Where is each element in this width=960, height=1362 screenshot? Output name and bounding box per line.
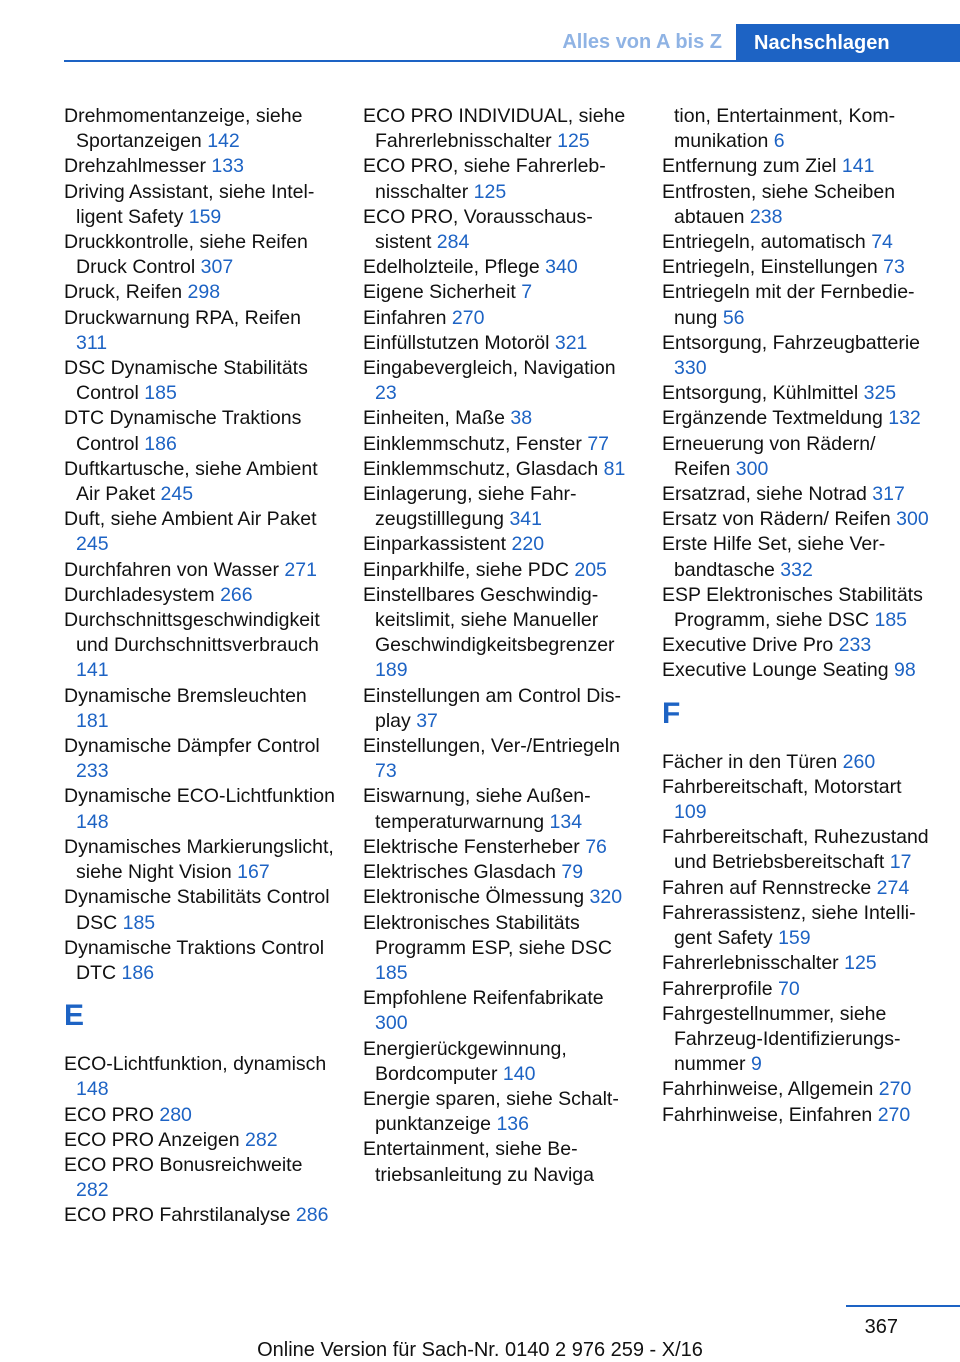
page-link[interactable]: 266 [220, 583, 253, 606]
page-link[interactable]: 148 [76, 1078, 109, 1101]
index-entry [64, 734, 336, 784]
index-entry [662, 255, 934, 280]
index-entry [64, 558, 336, 583]
page-link[interactable]: 300 [375, 1012, 408, 1035]
entry-term: ECO PRO, siehe Fahrerlebnisschalter [363, 155, 606, 203]
index-entry [662, 331, 934, 381]
index-entry [662, 432, 934, 482]
entry-term: Eiswarnung, siehe Außentemperaturwarnung [363, 785, 591, 833]
entry-term: Elektronische Ölmessung [363, 886, 590, 909]
page-link[interactable]: 320 [589, 886, 623, 909]
index-entry [662, 230, 934, 255]
entry-term: ECO PRO, Vorausschaussistent [363, 205, 593, 254]
entry-term: Elektrisches Glasdach [363, 861, 562, 884]
entry-term: Einklemmschutz, Fenster [363, 432, 588, 455]
page-number: 367 [864, 1316, 898, 1338]
page-link[interactable]: 186 [121, 961, 155, 984]
page-link[interactable]: 271 [284, 558, 317, 581]
entry-term: Entfernung zum Ziel [662, 155, 842, 178]
entry-term: ESP Elektronisches Stabilitäts Programm, siehe DSC [662, 583, 923, 632]
page-link[interactable]: 125 [557, 130, 590, 153]
entry-term: Ergänzende Textmeldung [662, 407, 889, 430]
index-entry [64, 154, 336, 179]
index-entry [662, 876, 934, 901]
entry-term: ECO PRO [64, 1103, 160, 1126]
page-link[interactable]: 73 [883, 256, 905, 279]
index-entry [363, 406, 635, 431]
index-entry [363, 558, 635, 583]
page-link[interactable]: 133 [211, 155, 244, 178]
page-link[interactable]: 74 [871, 231, 893, 254]
index-entry [662, 280, 934, 330]
entry-term: Fahrgestellnummer, siehe Fahrzeug-Identifizierungsnummer [662, 1002, 901, 1076]
page-link[interactable]: 245 [160, 483, 194, 506]
page-link[interactable]: 98 [894, 659, 916, 682]
index-entry [64, 230, 336, 280]
page-link[interactable]: 332 [780, 558, 813, 581]
page-link[interactable]: 79 [561, 861, 584, 884]
page-link[interactable]: 311 [76, 331, 108, 354]
entry-term: Executive Lounge Seating [662, 659, 895, 682]
page-link[interactable]: 317 [872, 483, 905, 506]
page-link[interactable]: 17 [889, 851, 912, 874]
page-link[interactable]: 185 [144, 382, 177, 405]
index-entry [363, 734, 635, 784]
page-link[interactable]: 159 [778, 927, 811, 950]
entry-term: Entsorgung, Kühlmittel [662, 382, 864, 405]
entry-term: Executive Drive Pro [662, 634, 839, 657]
entry-term: Energie sparen, siehe Schaltpunktanzeige [363, 1087, 619, 1136]
entry-term: Einstellungen, Ver-/Entriegeln [363, 735, 620, 758]
section-letter: F [662, 696, 681, 730]
entry-term: Eigene Sicherheit [363, 281, 522, 304]
entry-term: ECO-Lichtfunktion, dynamisch [64, 1053, 327, 1076]
index-column-1 [64, 104, 336, 1229]
index-entry [64, 1153, 336, 1203]
page-link[interactable]: 142 [207, 130, 240, 153]
entry-term: Eingabevergleich, Navigation [363, 357, 616, 380]
index-entry [662, 154, 934, 179]
entry-term: Einstellbares Geschwindigkeitslimit, siehe Manueller Geschwindigkeitsbegrenzer [363, 583, 615, 657]
page-link[interactable]: 300 [896, 508, 929, 531]
index-entry [64, 356, 336, 406]
page-link[interactable]: 181 [76, 709, 109, 732]
page-link[interactable]: 233 [76, 760, 109, 783]
page-link[interactable]: 37 [416, 709, 438, 732]
entry-term: Elektronisches Stabilitäts Programm ESP, siehe DSC [363, 911, 612, 959]
page-link[interactable]: 56 [722, 306, 745, 329]
page-link[interactable]: 148 [76, 810, 109, 833]
index-entry [64, 835, 336, 885]
entry-term: Dynamische Dämpfer Control [64, 735, 320, 758]
entry-term: Edelholzteile, Pflege [363, 256, 546, 279]
page-link[interactable]: 76 [585, 835, 607, 858]
index-entry [662, 901, 934, 951]
page-link[interactable]: 9 [750, 1053, 762, 1076]
page-link[interactable]: 284 [436, 231, 470, 254]
entry-term: Fahrerlebnisschalter [662, 952, 845, 975]
page-link[interactable]: 186 [144, 432, 177, 455]
index-entry [64, 457, 336, 507]
index-entry [662, 977, 934, 1002]
index-entry [64, 684, 336, 734]
index-entry [662, 1002, 934, 1078]
page-link[interactable]: 77 [587, 432, 610, 455]
entry-term: Elektrische Fensterheber [363, 835, 586, 858]
index-entry [662, 583, 934, 633]
entry-term: Energierückgewinnung, Bordcomputer [363, 1037, 567, 1085]
index-column-2 [363, 104, 635, 1188]
section-letter: E [64, 999, 85, 1033]
index-entry [64, 306, 336, 356]
entry-term: Entertainment, siehe Betriebsanleitung zu Naviga [363, 1138, 594, 1186]
page-link[interactable]: 270 [451, 306, 485, 329]
index-entry [363, 482, 635, 532]
index-entry [363, 154, 635, 204]
page-link[interactable]: 341 [509, 508, 542, 531]
index-entry [363, 784, 635, 834]
index-entry [363, 306, 635, 331]
entry-term: ECO PRO Fahrstilanalyse [64, 1204, 296, 1227]
index-entry [363, 684, 635, 734]
entry-term: Driving Assistant, siehe Intelligent Safety [64, 180, 315, 228]
page-link[interactable]: 140 [502, 1062, 536, 1085]
index-entry [363, 911, 635, 987]
page-link[interactable]: 73 [375, 760, 397, 783]
page-link[interactable]: 167 [237, 861, 270, 884]
index-entry [363, 104, 635, 154]
entry-term: Einheiten, Maße [363, 407, 511, 430]
page-link[interactable]: 307 [200, 256, 234, 279]
page-link[interactable]: 141 [76, 659, 109, 682]
entry-term: Durchladesystem [64, 583, 221, 606]
entry-term: Empfohlene Reifenfabrikate [363, 987, 604, 1010]
entry-term: Erste Hilfe Set, siehe Verbandtasche [662, 533, 886, 581]
entry-term: Fahrhinweise, Einfahren [662, 1103, 878, 1126]
index-entry [64, 406, 336, 456]
index-entry [363, 583, 635, 684]
index-entry [64, 784, 336, 834]
index-entry [662, 532, 934, 582]
entry-term: Einlagerung, siehe Fahrzeugstilllegung [363, 483, 577, 531]
entry-term: Fahrerassistenz, siehe Intelligent Safety [662, 901, 916, 950]
page-link[interactable]: 185 [375, 961, 408, 984]
index-entry [363, 331, 635, 356]
entry-term: Ersatz von Rädern/ Reifen [662, 508, 897, 531]
index-entry [662, 381, 934, 406]
entry-term: Druckkontrolle, siehe Reifen Druck Control [64, 231, 308, 279]
entry-term: Entriegeln, Einstellungen [662, 256, 884, 279]
entry-term: Fahrhinweise, Allgemein [662, 1078, 879, 1101]
page-link[interactable]: 136 [496, 1113, 529, 1136]
page-link[interactable]: 270 [878, 1078, 912, 1101]
index-entry [662, 482, 934, 507]
page-link[interactable]: 70 [777, 977, 800, 1000]
entry-term: Einparkassistent [363, 533, 512, 556]
page-link[interactable]: 185 [874, 609, 908, 632]
entry-term: Durchschnittsgeschwindigkeit und Durchschnittsverbrauch [64, 609, 320, 657]
index-entry [662, 104, 934, 154]
page-link[interactable]: 260 [842, 750, 876, 773]
entry-term: Fahrbereitschaft, Motorstart [662, 775, 902, 798]
index-entry [363, 205, 635, 255]
index-entry [662, 825, 934, 875]
index-entry [64, 583, 336, 608]
index-entry [64, 180, 336, 230]
entry-term: ECO PRO Bonusreichweite [64, 1153, 303, 1176]
entry-term: Duftkartusche, siehe Ambient Air Paket [64, 457, 318, 506]
index-entry [363, 432, 635, 457]
page-link[interactable]: 109 [674, 801, 707, 824]
index-entry [64, 1103, 336, 1128]
entry-term: Drehmomentanzeige, siehe Sportanzeigen [64, 105, 303, 153]
entry-term: Einfüllstutzen Motoröl [363, 331, 555, 354]
index-entry [363, 532, 635, 557]
page-link[interactable]: 298 [187, 281, 221, 304]
entry-term: Einklemmschutz, Glasdach [363, 457, 604, 480]
entry-term: Fahrerprofile [662, 977, 778, 1000]
page-link[interactable]: 270 [877, 1103, 911, 1126]
entry-term: Dynamische Bremsleuchten [64, 684, 307, 707]
entry-term: Einfahren [363, 306, 452, 329]
page-link[interactable]: 38 [510, 407, 533, 430]
page-link[interactable]: 6 [773, 130, 785, 153]
page-link[interactable]: 245 [76, 533, 109, 556]
index-entry [363, 1087, 635, 1137]
page-link[interactable]: 141 [841, 155, 875, 178]
index-entry [662, 1103, 934, 1128]
page-link[interactable]: 189 [375, 659, 408, 682]
entry-term: Einstellungen am Control Display [363, 684, 621, 732]
entry-term: Fahren auf Rennstrecke [662, 876, 877, 899]
index-entry [363, 986, 635, 1036]
index-entry [662, 750, 934, 775]
page-link[interactable]: 325 [863, 382, 897, 405]
page-link[interactable]: 205 [574, 558, 607, 581]
index-entry [662, 507, 934, 532]
page-link[interactable]: 340 [545, 256, 578, 279]
entry-term: Dynamische Traktions Control DTC [64, 936, 325, 984]
index-entry [662, 775, 934, 825]
index-entry [662, 633, 934, 658]
page-link[interactable]: 321 [554, 331, 588, 354]
entry-term: Entriegeln mit der Fernbedienung [662, 281, 915, 329]
index-entry [64, 608, 336, 684]
entry-term: Entriegeln, automatisch [662, 231, 872, 254]
index-entry [64, 104, 336, 154]
index-entry [363, 457, 635, 482]
entry-term: Fahrbereitschaft, Ruhezustand und Betriebsbereitschaft [662, 826, 929, 874]
entry-term: tion, Entertainment, Kommunikation [674, 105, 896, 153]
page-link[interactable]: 134 [549, 810, 583, 833]
index-entry [64, 1203, 336, 1228]
index-entry [64, 507, 336, 557]
footer-rule [846, 1305, 960, 1307]
page-link[interactable]: 7 [521, 281, 533, 304]
page-link[interactable]: 330 [674, 357, 707, 380]
page-link[interactable]: 220 [511, 533, 545, 556]
index-entry [662, 406, 934, 431]
entry-term: Druckwarnung RPA, Reifen [64, 306, 301, 329]
footer-version: Online Version für Sach-Nr. 0140 2 976 259 - X/16 [257, 1339, 703, 1361]
index-entry [363, 280, 635, 305]
page-link[interactable]: 280 [159, 1103, 192, 1126]
index-entry [662, 658, 934, 683]
index-column-3 [662, 104, 934, 1128]
page-link[interactable]: 274 [876, 876, 910, 899]
entry-term: Ersatzrad, siehe Notrad [662, 483, 873, 506]
index-entry [662, 951, 934, 976]
index-entry [662, 180, 934, 230]
page-link[interactable]: 282 [76, 1179, 109, 1202]
index-entry [363, 860, 635, 885]
entry-term: Entfrosten, siehe Scheiben abtauen [662, 180, 896, 228]
entry-term: Fächer in den Türen [662, 750, 843, 773]
index-entry [64, 280, 336, 305]
entry-term: ECO PRO INDIVIDUAL, siehe Fahrerlebnisschalter [363, 105, 626, 153]
page-link[interactable]: 23 [375, 382, 397, 405]
entry-term: Erneuerung von Rädern/ Reifen [662, 432, 876, 480]
entry-term: DTC Dynamische Traktions Control [64, 407, 302, 455]
page-link[interactable]: 300 [735, 457, 769, 480]
index-entry [363, 885, 635, 910]
page-link[interactable]: 238 [749, 205, 783, 228]
entry-term: Dynamische ECO-Lichtfunktion [64, 785, 335, 808]
page-link[interactable]: 233 [838, 634, 872, 657]
entry-term: Durchfahren von Wasser [64, 558, 285, 581]
page-link[interactable]: 159 [188, 205, 222, 228]
index-entry [363, 356, 635, 406]
page-link[interactable]: 185 [122, 911, 156, 934]
page-link[interactable]: 282 [245, 1128, 278, 1151]
page-link[interactable]: 81 [603, 457, 626, 480]
entry-term: Entsorgung, Fahrzeugbatterie [662, 331, 920, 354]
index-entry [64, 1052, 336, 1102]
section-tab: Alles von A bis Z [562, 31, 722, 53]
chapter-tab: Nachschlagen [736, 24, 960, 62]
page-link[interactable]: 125 [844, 952, 877, 975]
index-entry [363, 1037, 635, 1087]
entry-term: Duft, siehe Ambient Air Paket [64, 508, 317, 531]
index-entry [363, 255, 635, 280]
entry-term: Dynamische Stabilitäts Control DSC [64, 886, 330, 934]
index-entry [363, 1137, 635, 1187]
entry-term: Einparkhilfe, siehe PDC [363, 558, 575, 581]
entry-term: Druck, Reifen [64, 281, 188, 304]
index-entry [64, 936, 336, 986]
entry-term: Drehzahlmesser [64, 155, 212, 178]
index-entry [64, 1128, 336, 1153]
index-entry [363, 835, 635, 860]
page-link[interactable]: 286 [295, 1204, 329, 1227]
index-entry [64, 885, 336, 935]
index-entry [662, 1077, 934, 1102]
page-link[interactable]: 132 [888, 407, 921, 430]
page-link[interactable]: 125 [473, 180, 507, 203]
entry-term: ECO PRO Anzeigen [64, 1128, 246, 1151]
entry-term: DSC Dynamische Stabilitäts Control [64, 357, 308, 405]
entry-term: Dynamisches Markierungslicht, siehe Night Vision [64, 835, 334, 884]
